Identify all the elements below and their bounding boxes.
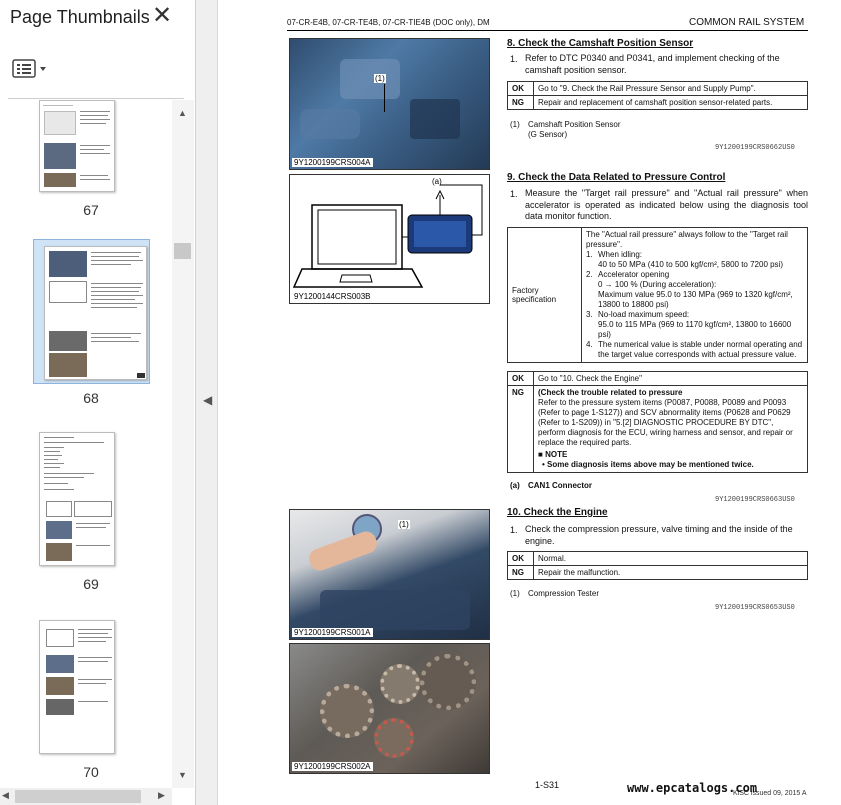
spec-item-text: Accelerator opening [598, 270, 670, 279]
spec-item-text: 0 → 100 % (During acceleration): [598, 280, 717, 289]
ok-label: OK [508, 552, 534, 566]
close-icon[interactable]: ✕ [152, 2, 173, 29]
document-page [219, 0, 841, 805]
scroll-up-icon[interactable]: ▲ [178, 108, 187, 118]
ng-text: Repair the malfunction. [534, 566, 808, 580]
section-8-step: Refer to DTC P0340 and P0341, and implement checking of the camshaft position sensor. [525, 53, 780, 75]
page-number-label: 68 [83, 390, 99, 406]
spec-item-text: 95.0 to 115 MPa (969 to 1170 kgf/cm², 13800 to 16600 psi) [598, 320, 792, 339]
section-9-title: 9. Check the Data Related to Pressure Control [507, 172, 726, 183]
ng-text: Refer to the pressure system items (P0087, P0088, P0089 and P0093 (Refer to page 1-S127)) and SCV abnormality items (P0628 and P0629 (Refer to 1-S209)) in "5.[2] DIAGNOSTIC PROCEDURE BY DTC", perform diagnosis for the ECU, wiring harness and sensor, and repair or replace the required parts. [538, 398, 793, 447]
spec-intro: The "Actual rail pressure" always follow to the "Target rail pressure". [586, 230, 788, 249]
thumbnail-options-button[interactable] [12, 58, 52, 80]
caption-number: (1) [510, 120, 520, 129]
factory-spec-table [507, 227, 808, 363]
figure-code: 9Y1200199CRS001A [294, 628, 371, 637]
page-thumbnail-68[interactable] [44, 246, 147, 380]
ng-label: NG [508, 386, 534, 473]
section-9-result-table: OK Go to "10. Check the Engine" NG (Check the trouble related to pressure Refer to the pressure system items (P0087, P0088, P0089 and P0093 (Refer to page 1-S127)) and SCV abnormality items (P0628 and P0629 (Refer to 1-S209)) in "5.[2] DIAGNOSTIC PROCEDURE BY DTC", perform diagnosis for the ECU, wiring harness and sensor, and repair or replace the required parts. ■ NOTE • Some diagnosis items above may be mentioned twice. [507, 371, 808, 473]
scroll-right-icon[interactable]: ▶ [158, 790, 165, 800]
header-right: COMMON RAIL SYSTEM [689, 17, 805, 28]
spec-label: Factory specification [508, 228, 582, 363]
section-9-step: Measure the "Target rail pressure" and "Actual rail pressure" when accelerator is operated as indicated below using the diagnosis tool data monitor function. [525, 188, 808, 221]
caption-text: CAN1 Connector [528, 481, 593, 490]
header-rule [287, 30, 808, 31]
caption-text: Camshaft Position Sensor [528, 120, 621, 129]
ng-label: NG [508, 96, 534, 110]
spec-item-text: When idling: [598, 250, 643, 259]
page-thumbnail-67[interactable] [39, 100, 115, 192]
section-8-title: 8. Check the Camshaft Position Sensor [507, 38, 694, 49]
caption-text: Compression Tester [528, 589, 599, 598]
list-options-icon [12, 58, 52, 80]
caption-number: (a) [510, 481, 520, 490]
step-number: 1. [510, 189, 518, 199]
scrollbar-thumb[interactable] [174, 243, 191, 259]
note-square-icon: ■ [538, 450, 543, 459]
step-number: 1. [510, 54, 518, 64]
document-code: 9Y1200199CRS0662US0 [715, 144, 795, 152]
spec-item-text: Maximum value 95.0 to 130 MPa (969 to 1320 kgf/cm², 13800 to 18800 psi) [598, 290, 793, 309]
figure-code: 9Y1200199CRS002A [294, 762, 371, 771]
page-thumbnail-69[interactable] [39, 432, 115, 566]
callout-label: (1) [375, 74, 385, 83]
ok-label: OK [508, 372, 534, 386]
figure-code: 9Y1200199CRS004A [294, 158, 371, 167]
note-label: NOTE [545, 450, 568, 459]
ng-title: (Check the trouble related to pressure [538, 388, 683, 397]
scroll-down-icon[interactable]: ▼ [178, 770, 187, 780]
collapse-panel-icon[interactable]: ◀ [203, 393, 213, 407]
panel-title: Page Thumbnails [10, 7, 150, 27]
spec-item-number: 2. [586, 270, 593, 279]
section-8-result-table [507, 81, 808, 110]
page-number-label: 70 [83, 764, 99, 780]
ok-label: OK [508, 82, 534, 96]
ok-text: Go to "9. Check the Rail Pressure Sensor and Supply Pump". [534, 82, 808, 96]
divider [8, 98, 184, 99]
ok-text: Go to "10. Check the Engine" [534, 372, 808, 386]
document-code: 9Y1200199CRS0663US0 [715, 496, 795, 504]
page-thumbnail-70[interactable] [39, 620, 115, 754]
laptop-diagnosis-illustration [290, 175, 490, 304]
caption-number: (1) [510, 589, 520, 598]
diagnosis-tool-diagram [289, 174, 490, 304]
step-number: 1. [510, 525, 518, 535]
page-number-label: 67 [83, 202, 99, 218]
page-number-label: 69 [83, 576, 99, 592]
spec-item-number: 4. [586, 340, 593, 349]
caption-subtext: (G Sensor) [528, 130, 568, 139]
spec-item-number: 1. [586, 250, 593, 259]
engine-sensor-photo [289, 38, 490, 170]
engine-gears-photo [289, 643, 490, 774]
ng-text: Repair and replacement of camshaft position sensor-related parts. [534, 96, 808, 110]
thumbnails-panel [0, 0, 196, 805]
thumbnail-scrollbar[interactable] [172, 100, 194, 788]
thumbnail-list[interactable] [0, 100, 172, 788]
ok-text: Normal. [534, 552, 808, 566]
ng-label: NG [508, 566, 534, 580]
watermark: www.epcatalogs.com [627, 781, 758, 795]
spec-item-text: 40 to 50 MPa (410 to 500 kgf/cm², 5800 to 7200 psi) [598, 260, 783, 269]
section-10-result-table [507, 551, 808, 580]
scroll-left-icon[interactable]: ◀ [2, 790, 9, 800]
spec-item-text: The numerical value is stable under normal operating and the target value corresponds with actual pressure value. [598, 340, 803, 359]
spec-item-text: No-load maximum speed: [598, 310, 690, 319]
section-10-title: 10. Check the Engine [507, 507, 608, 518]
section-10-step: Check the compression pressure, valve timing and the inside of the engine. [525, 524, 793, 546]
figure-code: 9Y1200144CRS003B [294, 292, 371, 301]
note-text: Some diagnosis items above may be mentioned twice. [547, 460, 754, 469]
page-number: 1-S31 [535, 780, 560, 790]
callout-label: (a) [432, 177, 442, 186]
horizontal-scrollbar-thumb[interactable] [15, 790, 141, 803]
spec-item-number: 3. [586, 310, 593, 319]
compression-tester-photo [289, 509, 490, 640]
document-code: 9Y1200199CRS0653US0 [715, 604, 795, 612]
header-left: 07-CR-E4B, 07-CR-TE4B, 07-CR-TIE4B (DOC only), DM [287, 18, 490, 27]
footer-issue: KiSC issued 09, 2015 A [733, 790, 807, 797]
callout-label: (1) [399, 520, 409, 529]
